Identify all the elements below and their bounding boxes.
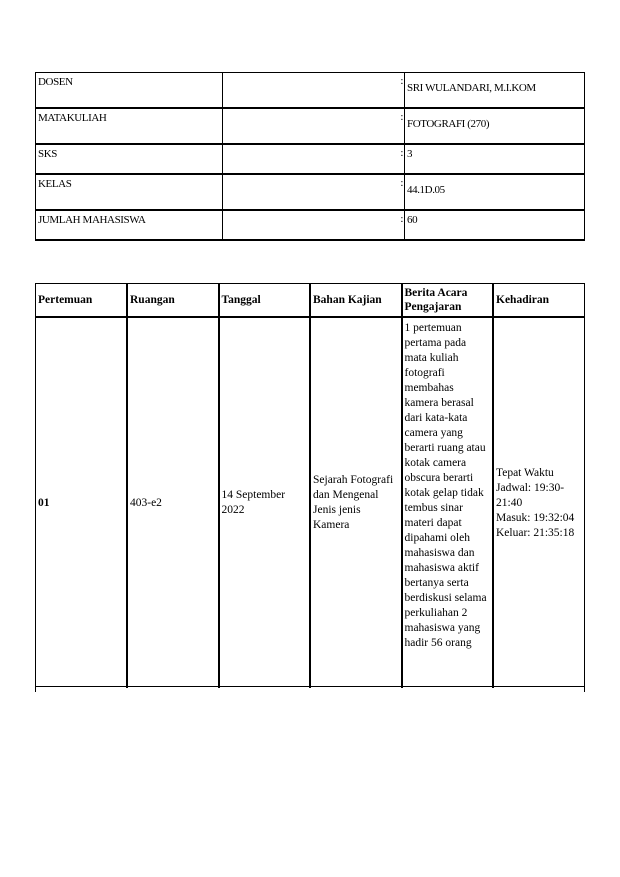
info-row-sks (36, 144, 585, 174)
table-header-row (36, 284, 585, 318)
info-value-kelas: 44.1D.05 (405, 174, 585, 210)
header-kehadiran: Kehadiran (493, 284, 585, 318)
kehadiran-masuk: Masuk: 19:32:04 (496, 511, 575, 524)
info-separator-kelas (223, 174, 405, 210)
table-row (36, 317, 585, 688)
table-bottom-stub (584, 686, 585, 692)
header-berita-acara: Berita Acara Pengajaran (402, 284, 494, 318)
info-colon: : (400, 147, 403, 159)
header-pertemuan: Pertemuan (36, 284, 128, 318)
info-separator-jumlah-mahasiswa (223, 210, 405, 240)
kehadiran-jadwal: Jadwal: 19:30-21:40 (496, 481, 565, 509)
cell-ruangan: 403-e2 (127, 317, 219, 688)
header-bahan-kajian: Bahan Kajian (310, 284, 402, 318)
info-separator-dosen (223, 73, 405, 109)
info-label-dosen: DOSEN (36, 73, 223, 109)
header-ruangan: Ruangan (127, 284, 219, 318)
kehadiran-status: Tepat Waktu (496, 466, 554, 479)
info-value-sks: 3 (405, 144, 585, 174)
table-bottom-border (35, 686, 585, 687)
info-separator-matakuliah (223, 108, 405, 144)
table-bottom-stub (35, 686, 36, 692)
info-value-jumlah-mahasiswa: 60 (405, 210, 585, 240)
info-value-matakuliah: FOTOGRAFI (270) (405, 108, 585, 144)
info-colon: : (400, 111, 403, 123)
info-colon: : (400, 75, 403, 87)
info-label-sks: SKS (36, 144, 223, 174)
info-colon: : (400, 213, 403, 225)
course-info-table (35, 72, 585, 241)
info-colon: : (400, 177, 403, 189)
header-tanggal: Tanggal (219, 284, 311, 318)
info-row-dosen (36, 73, 585, 109)
info-separator-sks (223, 144, 405, 174)
cell-pertemuan: 01 (36, 317, 128, 688)
cell-berita-acara: 1 pertemuan pertama pada mata kuliah fotografi membahas kamera berasal dari kata-kata camera yang berarti ruang atau kotak camera obscura berarti kotak gelap tidak tembus sinar materi dapat dipahami oleh mahasiswa dan mahasiswa aktif bertanya serta berdiskusi selama perkuliahan 2 mahasiswa yang hadir 56 orang (402, 317, 494, 688)
info-label-matakuliah: MATAKULIAH (36, 108, 223, 144)
info-row-jumlah-mahasiswa (36, 210, 585, 240)
info-row-matakuliah (36, 108, 585, 144)
teaching-log-table (35, 283, 585, 688)
info-label-jumlah-mahasiswa: JUMLAH MAHASISWA (36, 210, 223, 240)
cell-tanggal: 14 September 2022 (219, 317, 311, 688)
kehadiran-keluar: Keluar: 21:35:18 (496, 526, 575, 539)
info-value-dosen: SRI WULANDARI, M.I.KOM (405, 73, 585, 109)
info-row-kelas (36, 174, 585, 210)
info-label-kelas: KELAS (36, 174, 223, 210)
cell-bahan-kajian: Sejarah Fotografi dan Mengenal Jenis jenis Kamera (310, 317, 402, 688)
cell-kehadiran (493, 317, 585, 688)
